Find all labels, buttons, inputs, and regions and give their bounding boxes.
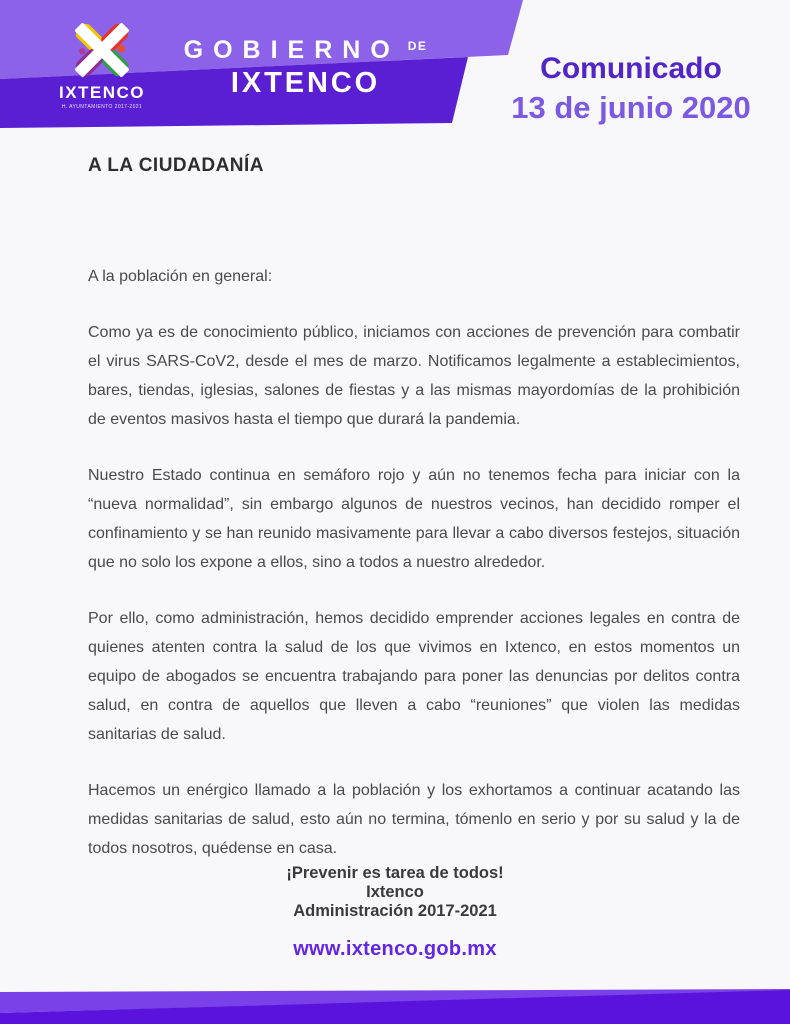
ixtenco-logo (36, 18, 168, 110)
footer-band-shape (0, 975, 790, 1024)
closing-slogan: ¡Prevenir es tarea de todos! (286, 864, 504, 882)
comunicado-date: 13 de junio 2020 (511, 90, 751, 125)
government-title (158, 36, 453, 100)
title-ixtenco: IXTENCO (230, 67, 381, 99)
document-heading: A LA CIUDADANÍA (88, 155, 265, 176)
title-de: DE (407, 39, 428, 53)
closing-block (0, 864, 790, 921)
closing-entity: Ixtenco (366, 883, 424, 901)
closing-administration: Administración 2017-2021 (293, 902, 497, 920)
comunicado-block (488, 52, 774, 126)
comunicado-label: Comunicado (540, 52, 722, 85)
ixtenco-x-icon (70, 18, 134, 82)
salutation: A la población en general: (88, 268, 273, 285)
paragraph-4: Hacemos un enérgico llamado a la población y los exhortamos a continuar acatando las medidas sanitarias de salud, esto aún no termina, tómenlo en serio y por su salud y la de todos nosotros, quédense en casa. (88, 782, 740, 857)
paragraph-1: Como ya es de conocimiento público, iniciamos con acciones de prevención para combatir el virus SARS-CoV2, desde el mes de marzo. Notificamos legalmente a establecimientos, bares, tiendas, iglesias, salones de fiestas y a las mismas mayordomías de la prohibición de eventos masivos hasta el tiempo que durará la pandemia. (88, 324, 740, 428)
logo-subtext: H. AYUNTAMIENTO 2017-2021 (61, 104, 143, 110)
document-body (88, 155, 740, 863)
paragraph-2: Nuestro Estado continua en semáforo rojo y aún no tenemos fecha para iniciar con la “nueva normalidad”, sin embargo algunos de nuestros vecinos, han decidido romper el confinamiento y se han reunido masivamente para llevar a cabo diversos festejos, situación que no solo los expone a ellos, sino a todos a nuestro alrededor. (88, 467, 740, 571)
logo-wordmark: IXTENCO (58, 83, 146, 102)
paragraph-3: Por ello, como administración, hemos decidido emprender acciones legales en contra de quienes atenten contra la salud de los que vivimos en Ixtenco, en estos momentos un equipo de abogados se encuentra trabajando para poner las denuncias por delitos contra salud, en contra de aquellos que lleven a cabo “reuniones” que violen las medidas sanitarias de salud. (88, 610, 740, 743)
title-gobierno: GOBIERNO (183, 36, 400, 64)
website-link[interactable]: www.ixtenco.gob.mx (293, 938, 497, 960)
